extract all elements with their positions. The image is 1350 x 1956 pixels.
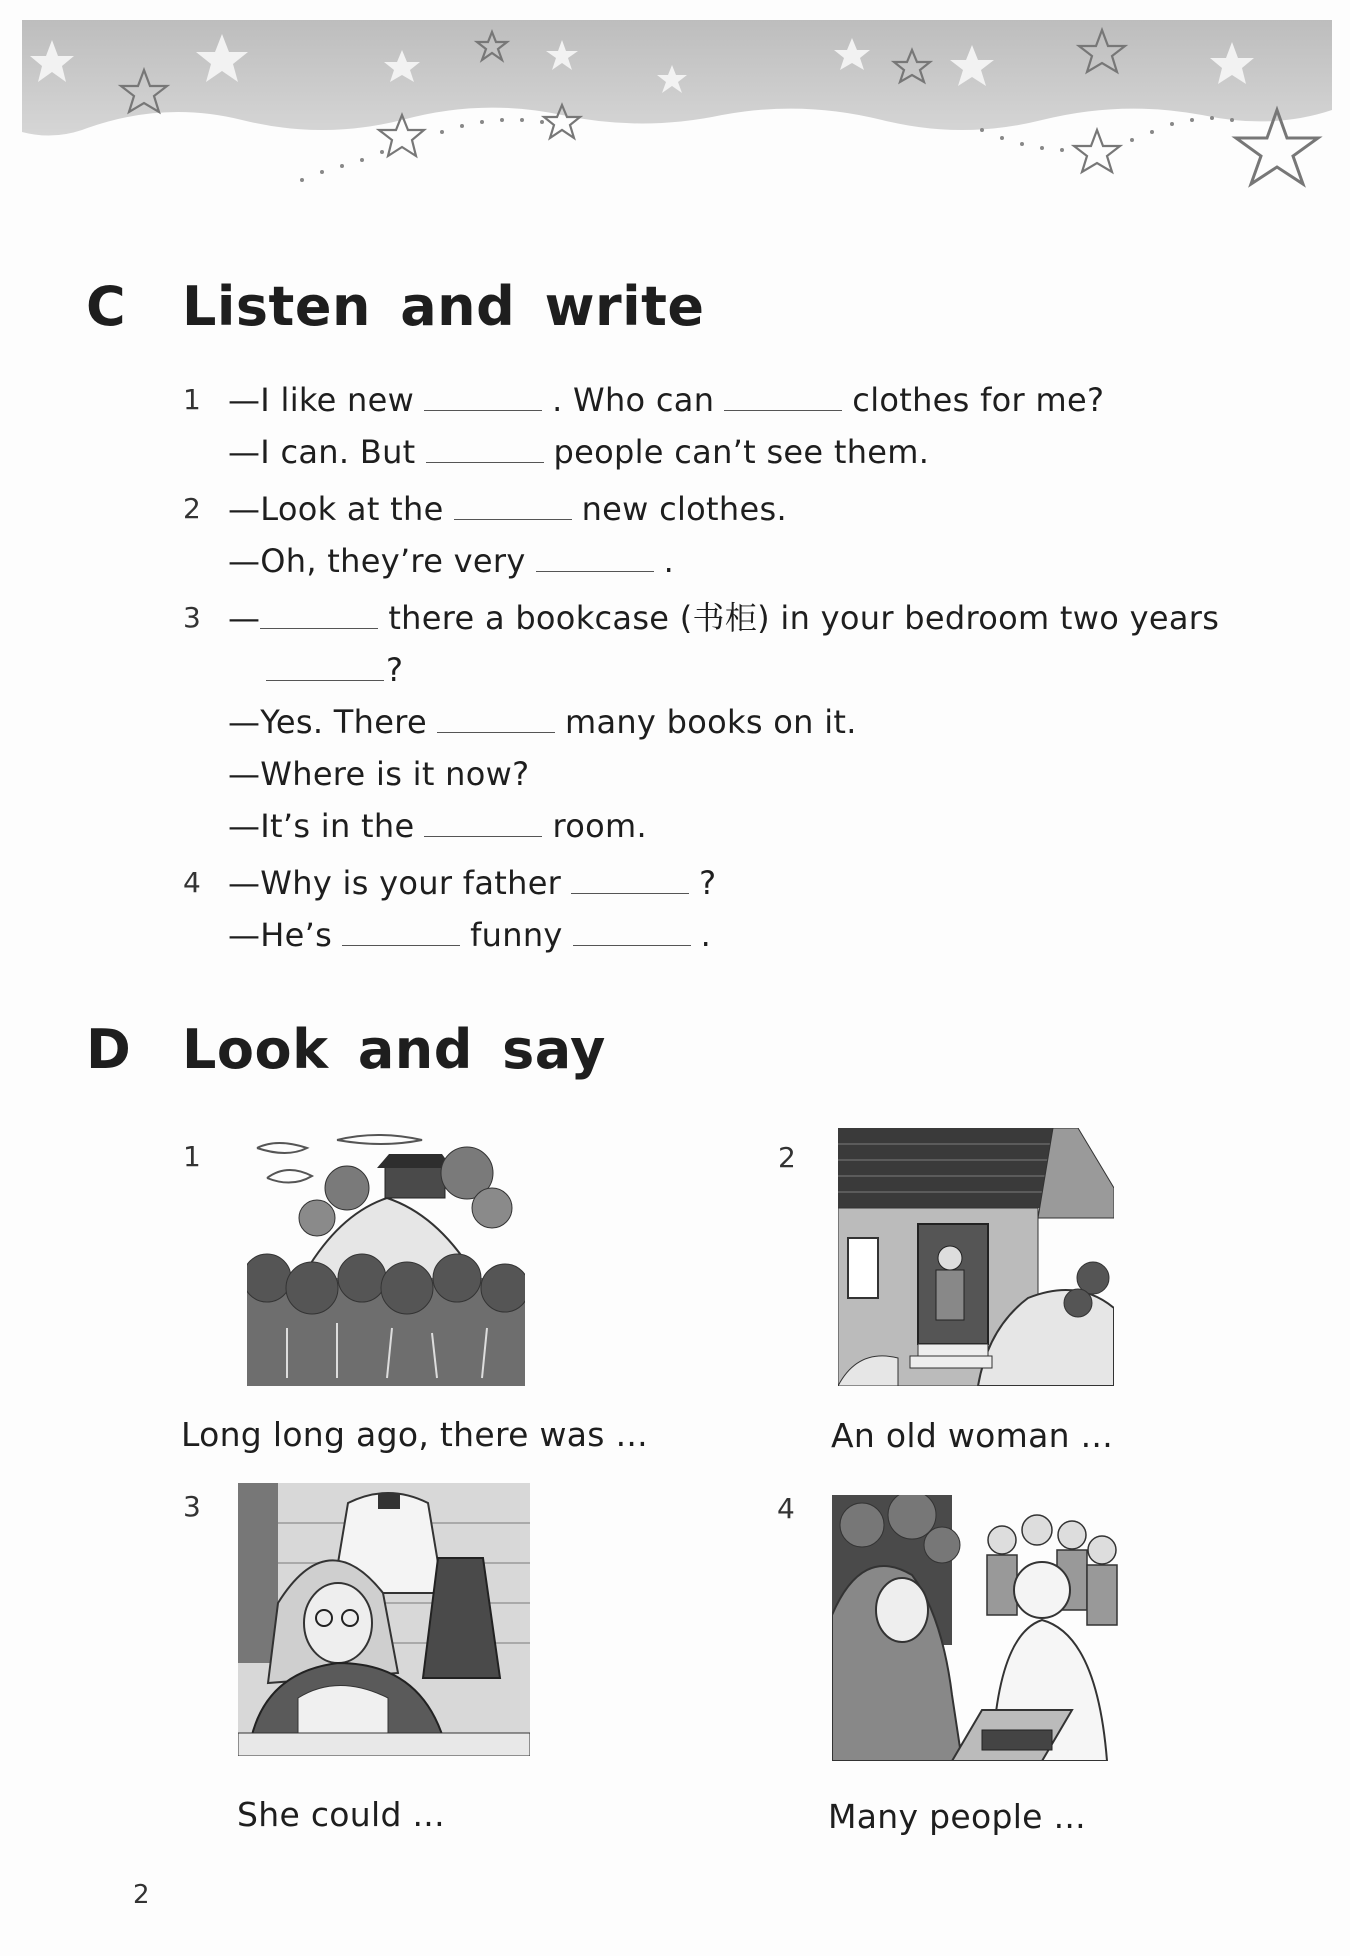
sentence-text: . (663, 542, 675, 580)
sentence-text: —Oh, they’re very (228, 542, 526, 580)
answer-blank[interactable] (454, 491, 572, 520)
picture-caption: An old woman ... (831, 1416, 1113, 1455)
picture-caption: She could ... (237, 1795, 445, 1834)
section-c-heading (86, 275, 705, 338)
answer-blank[interactable] (724, 382, 842, 411)
item-number: 2 (183, 492, 202, 525)
sentence-text: ? (386, 651, 404, 689)
section-d-letter: D (86, 1018, 131, 1081)
sentence-text: —I can. But (228, 433, 416, 471)
sentence-text: —It’s in the (228, 807, 415, 845)
picture-number: 2 (778, 1141, 796, 1174)
sentence-text: —Look at the (228, 490, 444, 528)
section-d-heading (86, 1018, 606, 1081)
sentence-text: . Who can (552, 381, 715, 419)
sentence-text: funny (470, 916, 563, 954)
item-number: 1 (183, 383, 202, 416)
page-number: 2 (133, 1880, 150, 1910)
sentence-text: —Why is your father (228, 864, 562, 902)
picture-caption: Long long ago, there was ... (181, 1415, 648, 1454)
answer-blank[interactable] (342, 917, 460, 946)
star-banner (22, 20, 1332, 210)
sentence-text: —Where is it now? (228, 755, 530, 793)
picture-number: 3 (183, 1490, 201, 1523)
picture-number: 1 (183, 1140, 201, 1173)
answer-blank[interactable] (266, 652, 384, 681)
picture-number: 4 (777, 1492, 795, 1525)
old-woman-house-picture (838, 1128, 1114, 1386)
item-number: 4 (183, 866, 202, 899)
picture-caption: Many people ... (828, 1797, 1086, 1836)
sentence-text: — (228, 599, 261, 637)
answer-blank[interactable] (424, 382, 542, 411)
sentence-text: —He’s (228, 916, 333, 954)
section-d-title: Look and say (182, 1018, 606, 1081)
answer-blank[interactable] (437, 704, 555, 733)
answer-blank[interactable] (424, 808, 542, 837)
answer-blank[interactable] (426, 434, 544, 463)
sentence-text: . (700, 916, 712, 954)
sentence-text: ? (699, 864, 717, 902)
sentence-text: —Yes. There (228, 703, 427, 741)
section-c-letter: C (86, 275, 126, 338)
answer-blank[interactable] (571, 865, 689, 894)
sentence-text: clothes for me? (852, 381, 1105, 419)
answer-blank[interactable] (260, 600, 378, 629)
sentence-text: room. (552, 807, 647, 845)
hill-house-picture (247, 1128, 525, 1386)
sentence-text: people can’t see them. (553, 433, 930, 471)
item-number: 3 (183, 601, 202, 634)
answer-blank[interactable] (573, 917, 691, 946)
section-c-title: Listen and write (182, 275, 705, 338)
answer-blank[interactable] (536, 543, 654, 572)
sentence-text: there a bookcase (书柜) in your bedroom two years (388, 599, 1220, 637)
sentence-text: many books on it. (564, 703, 857, 741)
crowd-picture (832, 1495, 1122, 1761)
sentence-text: new clothes. (581, 490, 787, 528)
sewing-woman-picture (238, 1483, 530, 1756)
sentence-text: —I like new (228, 381, 415, 419)
